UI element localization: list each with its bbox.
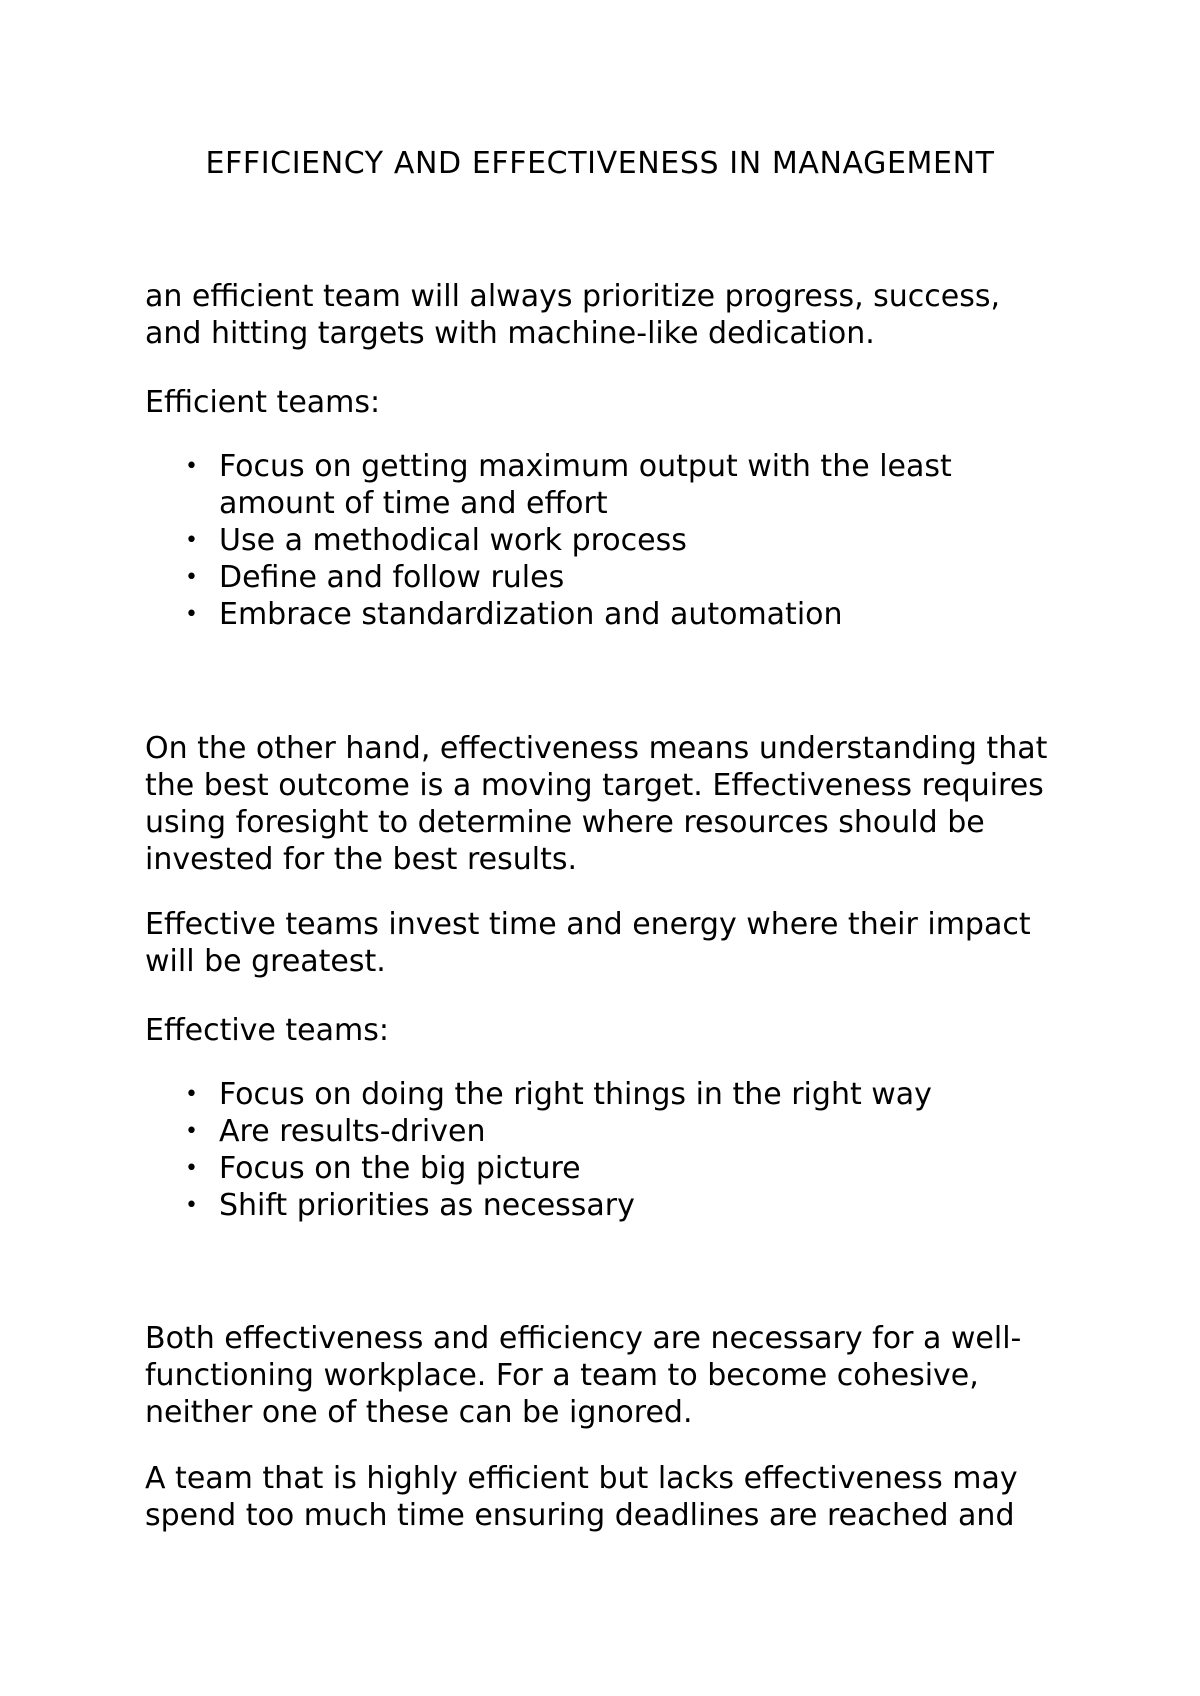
list-item: • Embrace standardization and automation bbox=[185, 597, 843, 632]
list-item: • Focus on doing the right things in the right way bbox=[185, 1077, 932, 1112]
bullet-icon: • bbox=[185, 454, 198, 479]
both-paragraph: Both effectiveness and efficiency are necessary for a well-functioning workplace. For a team to become cohesive, neither one of these can be ignored. bbox=[145, 1321, 1022, 1430]
intro-paragraph: an efficient team will always prioritize progress, success, and hitting targets with machine-like dedication. bbox=[145, 279, 1001, 351]
effective-teams-heading: Effective teams: bbox=[145, 1013, 389, 1048]
effective-teams-list bbox=[145, 1076, 1065, 1224]
bullet-icon: • bbox=[185, 1119, 198, 1144]
list-item: • Define and follow rules bbox=[185, 560, 565, 595]
list-item: • Focus on the big picture bbox=[185, 1151, 581, 1186]
final-paragraph: A team that is highly efficient but lacks effectiveness may spend too much time ensuring deadlines are reached and bbox=[145, 1461, 1018, 1533]
bullet-icon: • bbox=[185, 1193, 198, 1218]
bullet-icon: • bbox=[185, 1082, 198, 1107]
effectiveness-paragraph: On the other hand, effectiveness means understanding that the best outcome is a moving target. Effectiveness requires using foresight to determine where resources should be invested for the best results. bbox=[145, 731, 1048, 877]
bullet-icon: • bbox=[185, 565, 198, 590]
bullet-icon: • bbox=[185, 602, 198, 627]
list-item: • Are results-driven bbox=[185, 1114, 486, 1149]
bullet-icon: • bbox=[185, 528, 198, 553]
list-item: • Shift priorities as necessary bbox=[185, 1188, 635, 1223]
effective-invest-paragraph: Effective teams invest time and energy where their impact will be greatest. bbox=[145, 907, 1031, 979]
list-item: • Use a methodical work process bbox=[185, 523, 687, 558]
list-item: • Focus on getting maximum output with the least amount of time and effort bbox=[185, 449, 952, 521]
document-title: EFFICIENCY AND EFFECTIVENESS IN MANAGEMENT bbox=[205, 146, 995, 181]
efficient-teams-heading: Efficient teams: bbox=[145, 385, 381, 420]
efficient-teams-list bbox=[145, 448, 1065, 633]
bullet-icon: • bbox=[185, 1156, 198, 1181]
